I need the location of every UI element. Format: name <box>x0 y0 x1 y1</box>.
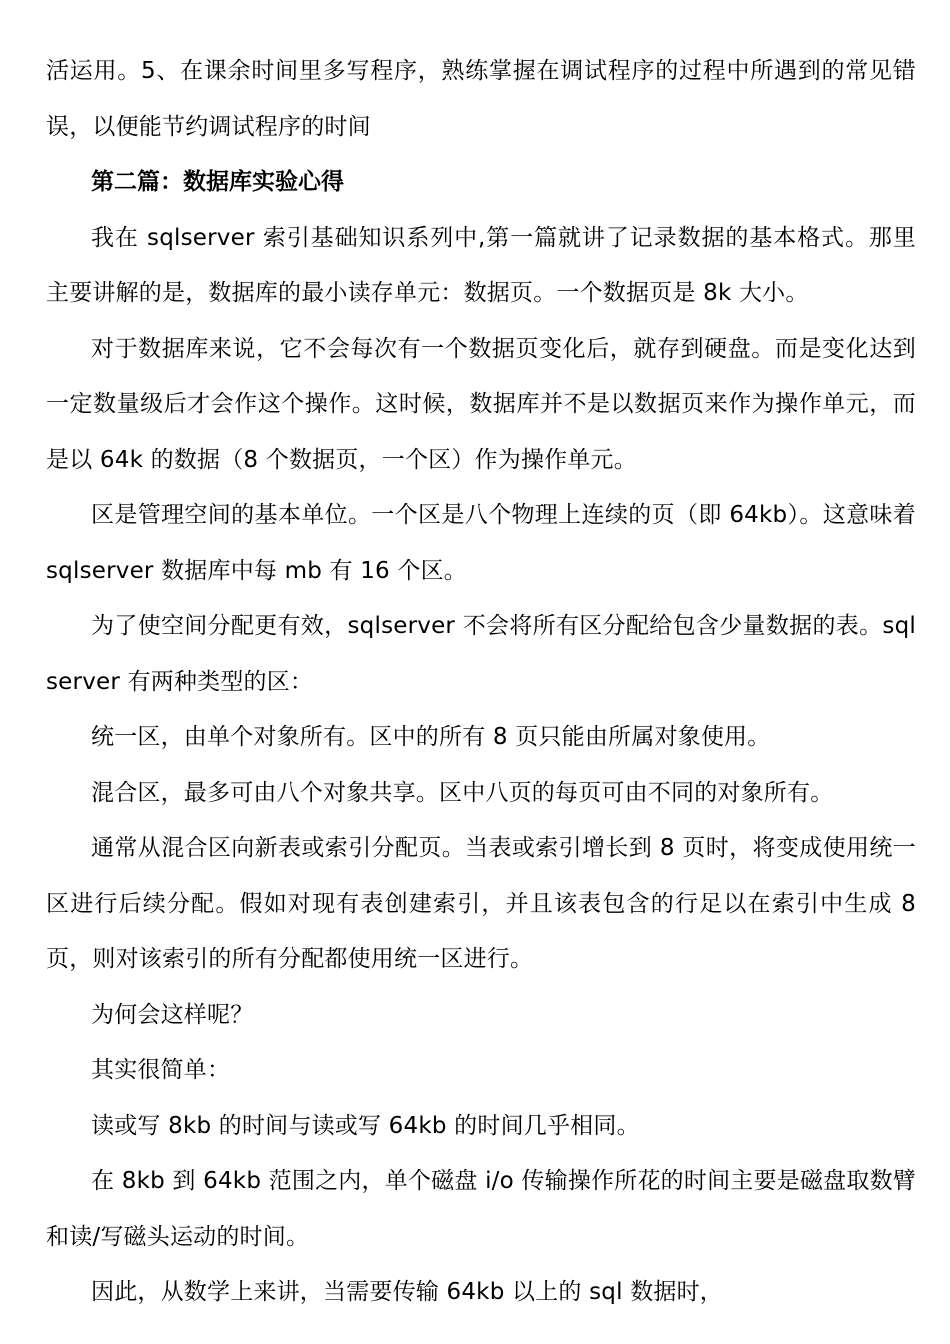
paragraph-11: 在 8kb 到 64kb 范围之内，单个磁盘 i/o 传输操作所花的时间主要是磁盘取数臂和读/写磁头运动的时间。 <box>46 1168 916 1250</box>
paragraph-10: 读或写 8kb 的时间与读或写 64kb 的时间几乎相同。 <box>91 1112 640 1139</box>
document-page <box>46 44 916 1321</box>
paragraph-2: 对于数据库来说，它不会每次有一个数据页变化后，就存到硬盘。而是变化达到一定数量级后才会作这个操作。这时候，数据库并不是以数据页来作为操作单元，而是以 64k 的数据（8 个数据页，一个区）作为操作单元。 <box>46 335 916 473</box>
paragraph-12: 因此，从数学上来讲，当需要传输 64kb 以上的 sql 数据时， <box>91 1279 724 1305</box>
paragraph-7: 通常从混合区向新表或索引分配页。当表或索引增长到 8 页时，将变成使用统一区进行后续分配。假如对现有表创建索引，并且该表包含的行足以在索引中生成 8 页，则对该索引的所有分配都使用统一区进行。 <box>46 835 916 972</box>
paragraph-1: 我在 sqlserver 索引基础知识系列中,第一篇就讲了记录数据的基本格式。那里主要讲解的是，数据库的最小读存单元：数据页。一个数据页是 8k 大小。 <box>46 224 916 306</box>
paragraph-9: 其实很简单： <box>91 1057 231 1083</box>
continuation-paragraph: 活运用。5、在课余时间里多写程序，熟练掌握在调试程序的过程中所遇到的常见错误，以便能节约调试程序的时间 <box>46 58 916 140</box>
section-heading: 第二篇：数据库实验心得 <box>91 169 344 195</box>
paragraph-3: 区是管理空间的基本单位。一个区是八个物理上连续的页（即 64kb）。这意味着 sqlserver 数据库中每 mb 有 16 个区。 <box>46 502 916 584</box>
paragraph-5: 统一区，由单个对象所有。区中的所有 8 页只能由所属对象使用。 <box>91 724 771 750</box>
paragraph-6: 混合区，最多可由八个对象共享。区中八页的每页可由不同的对象所有。 <box>91 779 834 806</box>
paragraph-4: 为了使空间分配更有效，sqlserver 不会将所有区分配给包含少量数据的表。sqlserver 有两种类型的区： <box>46 613 916 695</box>
paragraph-8: 为何会这样呢？ <box>91 1001 254 1028</box>
